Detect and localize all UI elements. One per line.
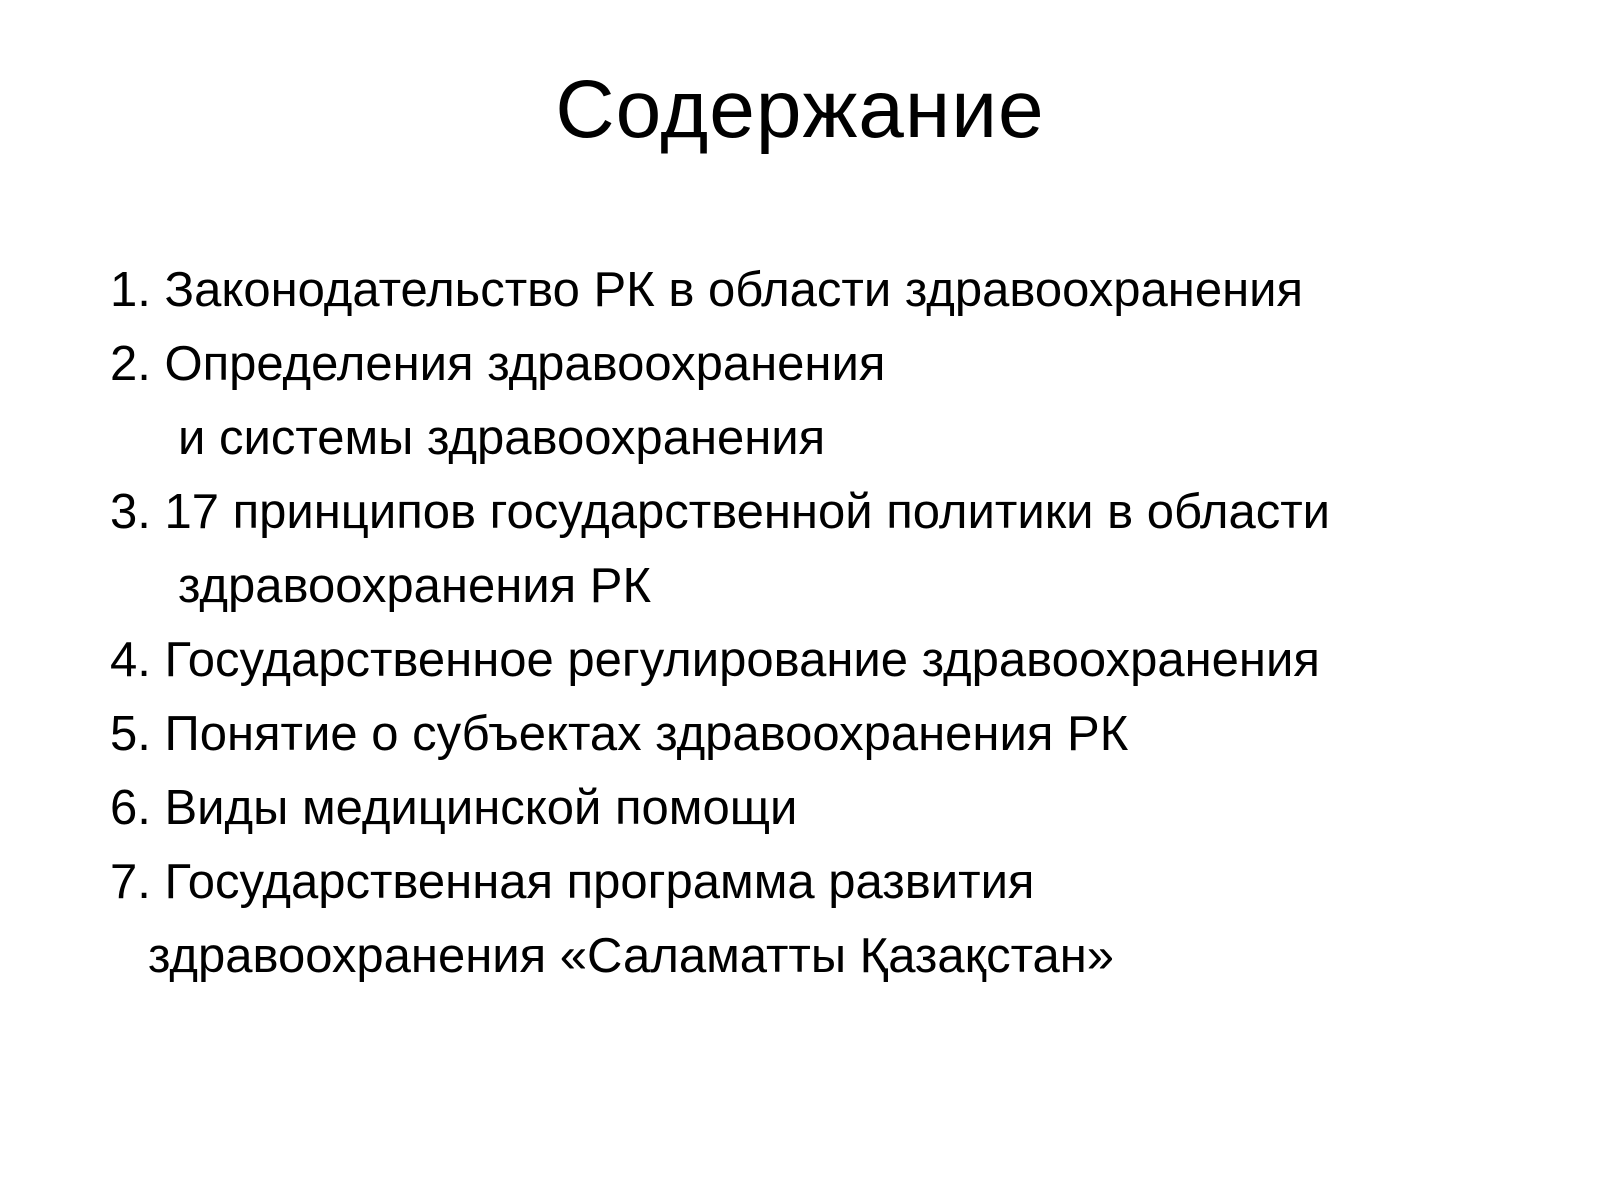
toc-item-4: 4. Государственное регулирование здравоохранения (110, 633, 1320, 687)
toc-item-1: 1. Законодательство РК в области здравоохранения (110, 263, 1304, 317)
slide-title: Содержание (555, 64, 1045, 155)
toc-item-7: 7. Государственная программа развития (110, 855, 1035, 909)
toc-item-5: 5. Понятие о субъектах здравоохранения РК (110, 707, 1129, 761)
toc-item-3-continuation: здравоохранения РК (178, 559, 652, 613)
toc-item-3: 3. 17 принципов государственной политики в области (110, 485, 1331, 539)
toc-item-7-continuation: здравоохранения «Саламатты Қазақстан» (148, 929, 1115, 983)
toc-item-6: 6. Виды медицинской помощи (110, 781, 798, 835)
table-of-contents (110, 253, 1590, 993)
toc-item-2: 2. Определения здравоохранения (110, 337, 886, 391)
toc-item-2-continuation: и системы здравоохранения (178, 411, 826, 465)
